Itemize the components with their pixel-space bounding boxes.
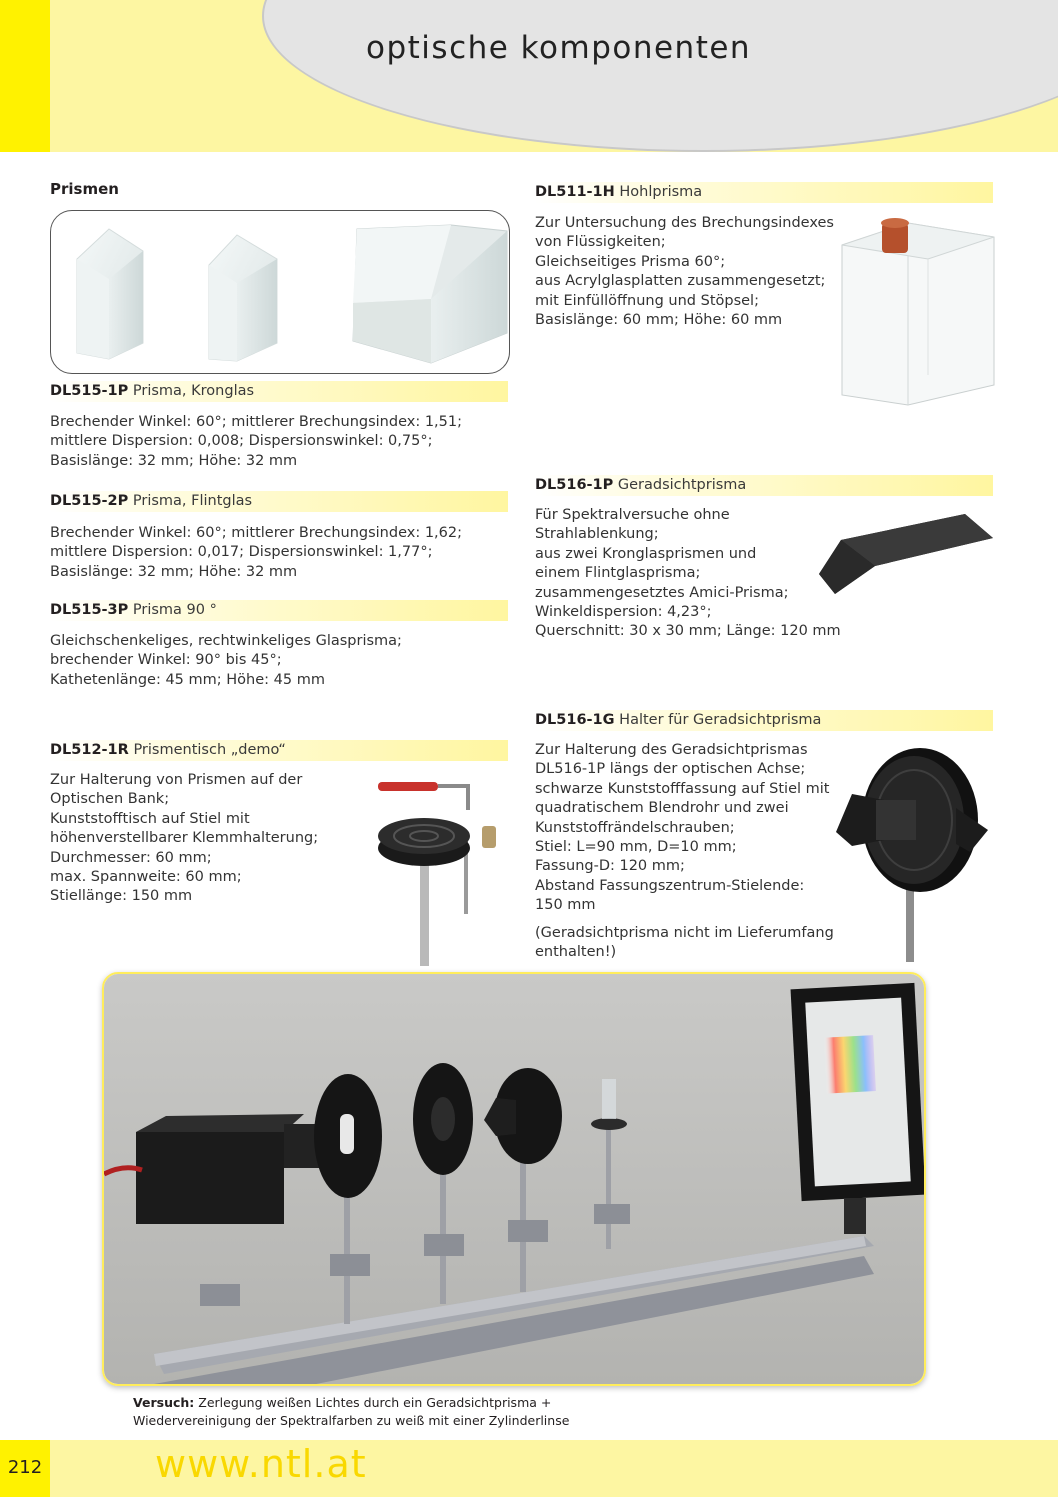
description-line: Gleichseitiges Prisma 60°; [535,253,726,270]
description-line: Fassung-D: 120 mm; [535,858,685,875]
description-line: Optischen Bank; [50,791,170,808]
description-line: brechender Winkel: 90° bis 45°; [50,652,282,669]
product-code: DL511-1H [535,184,615,200]
description-line: einem Flintglasprisma; [535,565,701,582]
prisms-illustration [51,211,509,373]
description-line: Kunststoffrändelschrauben; [535,819,735,836]
optical-bench-illustration [104,974,924,1384]
direct-vision-prism-image [815,508,997,600]
experiment-photo [102,972,926,1386]
hollow-prism-image [838,215,998,410]
description-line: schwarze Kunststofffassung auf Stiel mit [535,780,830,797]
product-name: Prisma, Flintglas [132,493,253,509]
description-line: zusammengesetztes Amici-Prisma; [535,584,789,601]
product-description-dl515-1p [50,413,462,471]
product-code: DL516-1P [535,477,614,493]
photo-caption [133,1394,569,1430]
product-name: Halter für Geradsichtprisma [619,712,822,728]
product-header-dl515-1p [50,381,508,402]
description-line: Strahlablenkung; [535,526,659,543]
description-line: Durchmesser: 60 mm; [50,849,212,866]
description-line: Stiel: L=90 mm, D=10 mm; [535,839,737,856]
description-line: Stiellänge: 150 mm [50,888,193,905]
description-line: mit Einfüllöffnung und Stöpsel; [535,292,759,309]
product-code: DL512-1R [50,742,129,758]
product-code: DL516-1G [535,712,615,728]
product-code: DL515-1P [50,383,129,399]
page-title: optische komponenten [366,30,752,66]
description-line: Für Spektralversuche ohne [535,507,730,523]
description-line: DL516-1P längs der optischen Achse; [535,761,806,778]
product-code: DL515-3P [50,602,129,618]
product-code: DL515-2P [50,493,129,509]
description-line: quadratischem Blendrohr und zwei [535,800,789,817]
description-line: Basislänge: 60 mm; Höhe: 60 mm [535,312,783,329]
description-note: enthalten!) [535,944,617,961]
product-description-dl511-1h [535,214,834,330]
product-header-dl511-1h [535,182,993,203]
description-line: aus Acrylglasplatten zusammengesetzt; [535,273,826,290]
description-note: (Geradsichtprisma nicht im Lieferumfang [535,924,834,941]
product-name: Prisma, Kronglas [132,383,255,399]
product-name: Hohlprisma [619,184,703,200]
description-line: aus zwei Kronglasprismen und [535,545,757,562]
description-line: Zur Halterung von Prismen auf der [50,772,303,788]
description-line: Gleichschenkeliges, rechtwinkeliges Glasprisma; [50,633,402,649]
product-name: Prismentisch „demo“ [133,742,286,758]
prism-holder-image [830,748,992,962]
prism-table-image [372,770,507,966]
description-line: Abstand Fassungszentrum-Stielende: [535,877,805,894]
description-line: Kunststofftisch auf Stiel mit [50,810,250,827]
product-name: Prisma 90 ° [132,602,217,618]
description-line: Basislänge: 32 mm; Höhe: 32 mm [50,563,298,580]
description-line: Brechender Winkel: 60°; mittlerer Brechungsindex: 1,51; [50,414,462,430]
description-line: Winkeldispersion: 4,23°; [535,604,712,621]
description-line: Basislänge: 32 mm; Höhe: 32 mm [50,452,298,469]
caption-text-1: Zerlegung weißen Lichtes durch ein Geradsichtprisma + [198,1395,552,1410]
description-line: mittlere Dispersion: 0,017; Dispersionswinkel: 1,77°; [50,544,433,561]
product-description-dl512-1r [50,771,318,907]
product-description-dl516-1g [535,741,834,962]
product-header-dl516-1g [535,710,993,731]
caption-label: Versuch: [133,1395,195,1410]
caption-line-1 [133,1394,569,1412]
page-number: 212 [7,1457,43,1478]
prisms-image [50,210,510,374]
description-line: Zur Untersuchung des Brechungsindexes [535,215,834,231]
header-edge-bar [0,0,50,152]
product-description-dl515-2p [50,524,462,582]
website-link[interactable]: www.ntl.at [155,1442,367,1486]
description-line: höhenverstellbarer Klemmhalterung; [50,830,319,847]
product-name: Geradsichtprisma [617,477,747,493]
description-line: von Flüssigkeiten; [535,234,666,251]
description-line: Brechender Winkel: 60°; mittlerer Brechungsindex: 1,62; [50,525,462,541]
description-line: max. Spannweite: 60 mm; [50,869,242,886]
description-line: Kathetenlänge: 45 mm; Höhe: 45 mm [50,671,325,688]
product-description-dl516-1p [535,506,841,642]
product-header-dl515-3p [50,600,508,621]
product-header-dl512-1r [50,740,508,761]
description-line: Querschnitt: 30 x 30 mm; Länge: 120 mm [535,623,841,640]
product-header-dl515-2p [50,491,508,512]
description-line: 150 mm [535,897,596,914]
product-header-dl516-1p [535,475,993,496]
caption-text-2: Wiedervereinigung der Spektralfarben zu weiß mit einer Zylinderlinse [133,1413,570,1428]
section-title-prismen: Prismen [50,180,119,198]
product-description-dl515-3p [50,632,402,690]
description-line: Zur Halterung des Geradsichtprismas [535,742,808,758]
description-line: mittlere Dispersion: 0,008; Dispersionswinkel: 0,75°; [50,433,433,450]
